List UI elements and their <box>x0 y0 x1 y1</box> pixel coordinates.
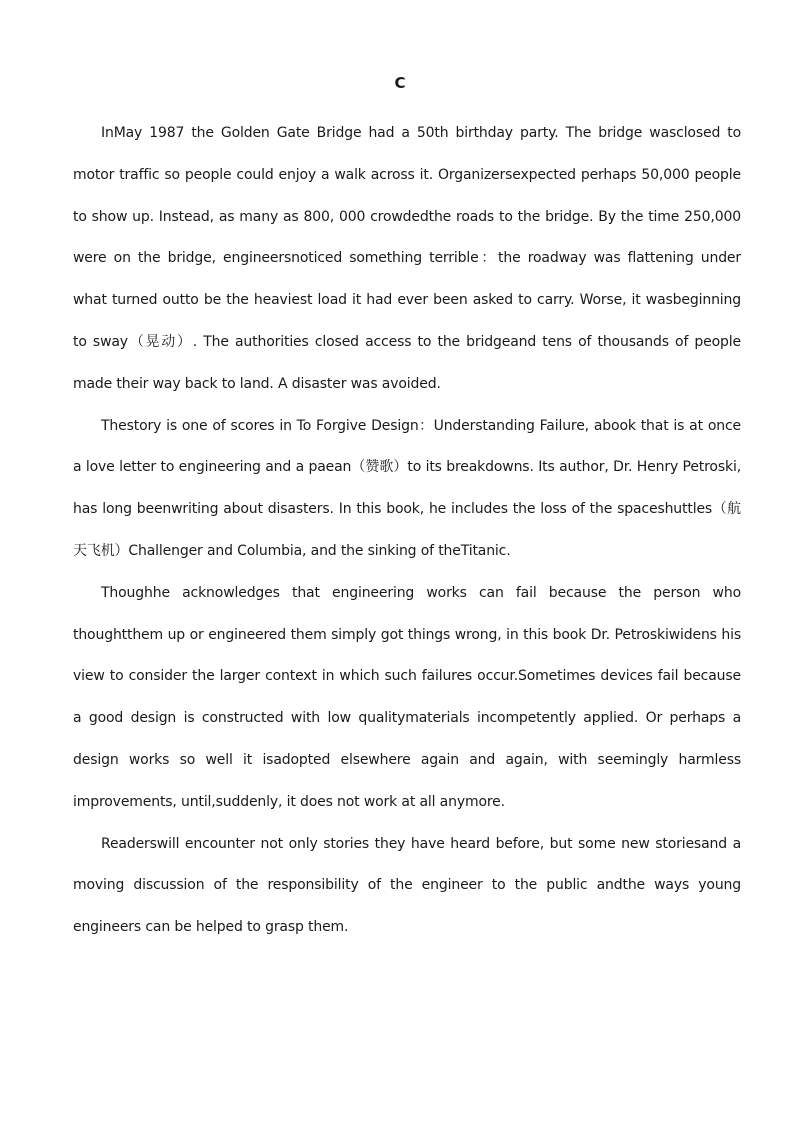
paragraph-3: Thoughhe acknowledges that engineering works can fail because the person who thoughtthem up or engineered them simply got things wrong, in this book Dr. Petroskiwidens his view to consider the larger context in which such failures occur.Sometimes devices fail because a good design is constructed with low qualitymaterials incompetently applied. Or perhaps a design works so well it isadopted elsewhere again and again, with seemingly harmless improvements, until,suddenly, it does not work at all anymore. <box>73 584 741 810</box>
article-body <box>73 113 741 949</box>
paragraph-2: Thestory is one of scores in To Forgive Design：Understanding Failure, abook that is at once a love letter to engineering and a paean（赞歌）to its breakdowns. Its author, Dr. Henry Petroski, has long beenwriting about disasters. In this book, he includes the loss of the spaceshuttles（航天飞机）Challenger and Columbia, and the sinking of theTitanic. <box>73 417 741 559</box>
section-heading: C <box>394 74 406 92</box>
paragraph-1: InMay 1987 the Golden Gate Bridge had a 50th birthday party. The bridge wasclosed to motor traffic so people could enjoy a walk across it. Organizersexpected perhaps 50,000 people to show up. Instead, as many as 800, 000 crowdedthe roads to the bridge. By the time 250,000 were on the bridge, engineersnoticed something terrible：the roadway was flattening under what turned outto be the heaviest load it had ever been asked to carry. Worse, it wasbeginning to sway（晃动）. The authorities closed access to the bridgeand tens of thousands of people made their way back to land. A disaster was avoided. <box>73 125 741 392</box>
paragraph-4: Readerswill encounter not only stories they have heard before, but some new storiesand a moving discussion of the responsibility of the engineer to the public andthe ways young engineers can be helped to grasp them. <box>73 835 741 936</box>
